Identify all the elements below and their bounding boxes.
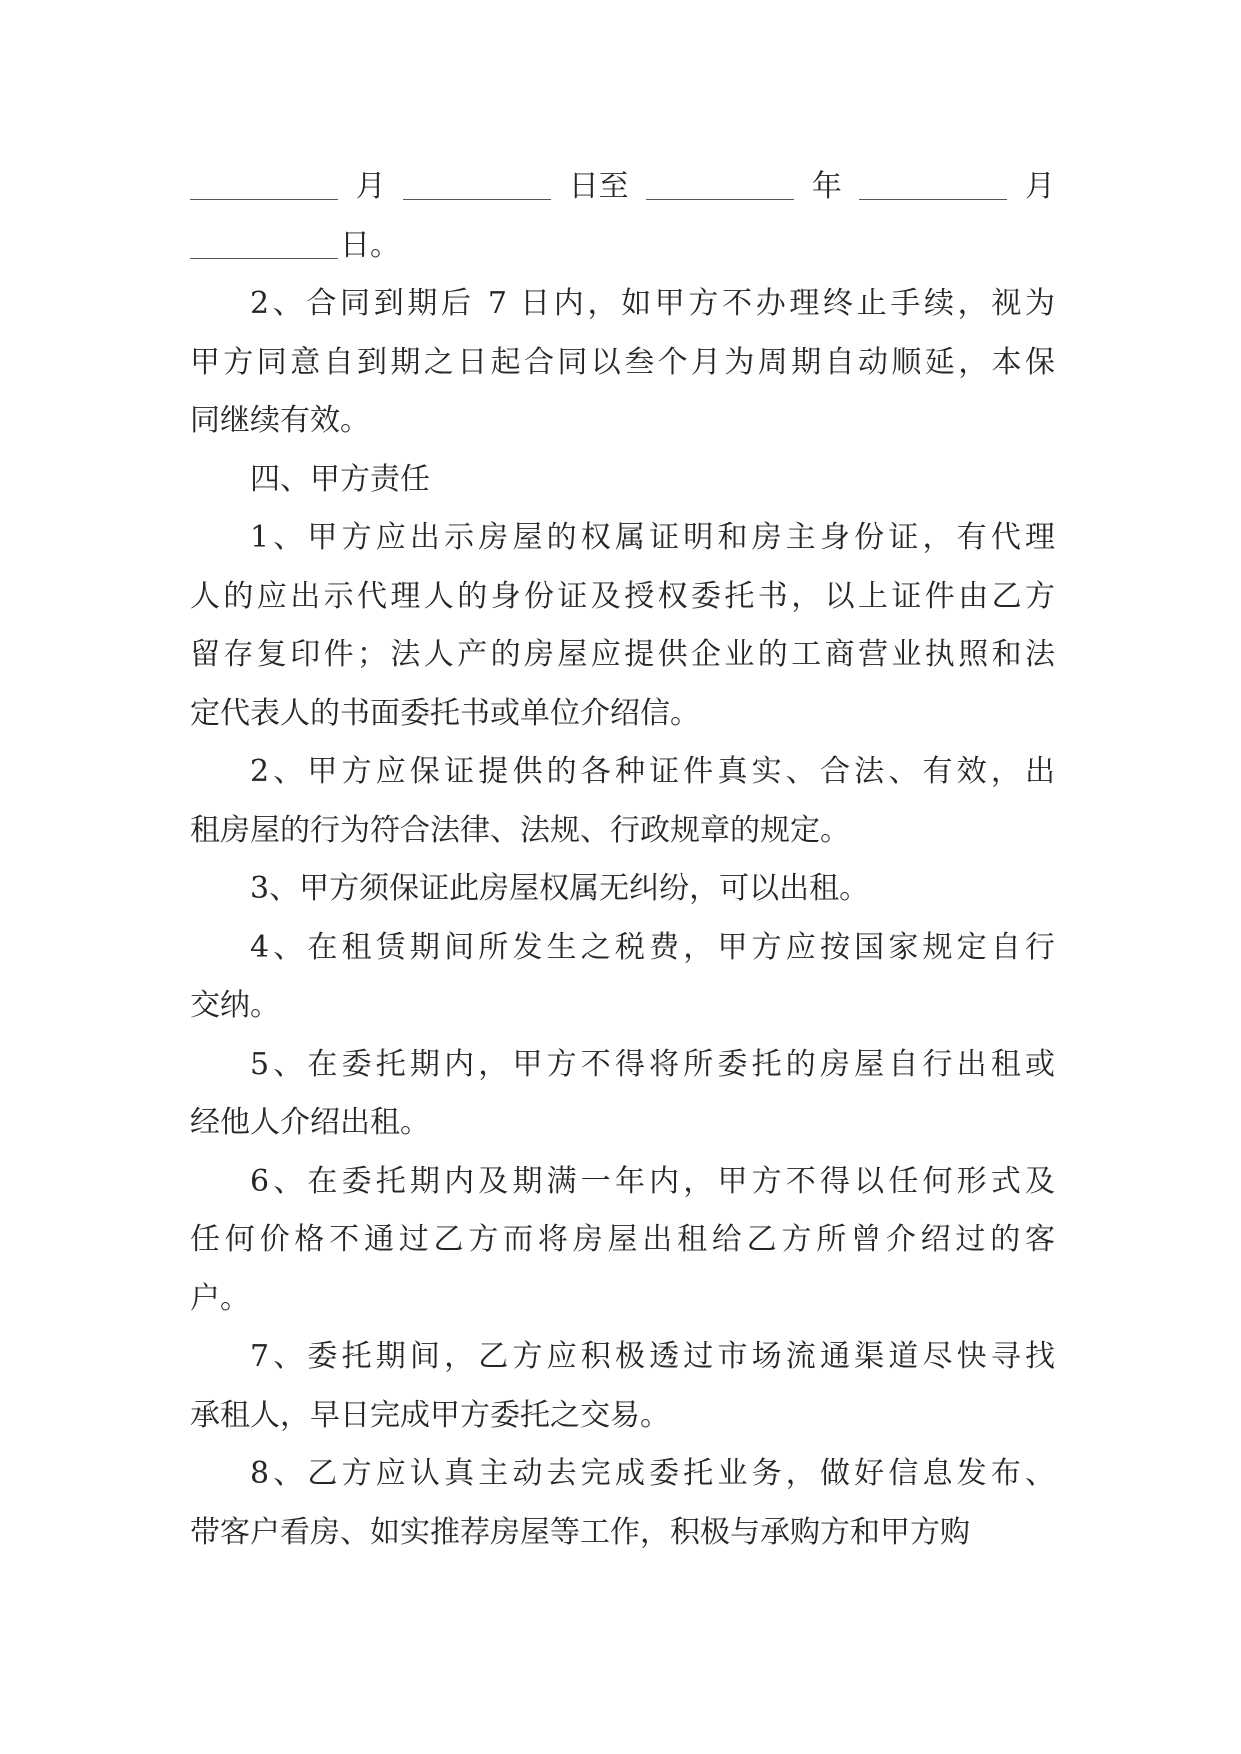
clause-paragraph <box>190 1445 1055 1562</box>
text-line: 6、在委托期内及期满一年内，甲方不得以任何形式及 <box>250 1163 1055 1199</box>
clause-paragraph <box>190 275 1055 451</box>
clause-paragraph <box>190 1328 1055 1445</box>
text-line: 留存复印件；法人产的房屋应提供企业的工商营业执照和法 <box>190 637 1055 672</box>
text-line: 2、甲方应保证提供的各种证件真实、合法、有效，出 <box>250 754 1055 789</box>
text-line: 7、委托期间，乙方应积极透过市场流通渠道尽快寻找 <box>250 1339 1055 1374</box>
clause-paragraph <box>190 743 1055 860</box>
text-line: 同继续有效。 <box>190 403 370 438</box>
blank-field <box>646 169 794 200</box>
text-line: 2、合同到期后 7 日内，如甲方不办理终止手续，视为 <box>250 286 1055 321</box>
clause-paragraph <box>190 919 1055 1036</box>
blank-field <box>403 169 551 200</box>
clause-paragraph <box>190 1153 1055 1329</box>
text-line: 承租人，早日完成甲方委托之交易。 <box>190 1397 670 1433</box>
text-line: 经他人介绍出租。 <box>190 1105 430 1140</box>
text-line: 8、乙方应认真主动去完成委托业务，做好信息发布、 <box>250 1456 1055 1491</box>
text-line: 4、在租赁期间所发生之税费，甲方应按国家规定自行 <box>250 929 1055 965</box>
text-line: 租房屋的行为符合法律、法规、行政规章的规定。 <box>190 812 850 848</box>
section-heading <box>190 451 1055 510</box>
text-line: 任何价格不通过乙方而将房屋出租给乙方所曾介绍过的客 <box>190 1222 1055 1257</box>
blank-field <box>190 228 338 259</box>
clause-list <box>190 275 1055 1562</box>
text-line: 1、甲方应出示房屋的权属证明和房主身份证，有代理 <box>250 520 1055 555</box>
document-body <box>190 158 1055 1562</box>
text-line: 甲方同意自到期之日起合同以叁个月为周期自动顺延，本保 <box>190 344 1055 380</box>
text-line: 四、甲方责任 <box>250 461 430 497</box>
clause-paragraph <box>190 860 1055 919</box>
date-unit-text: 日。 <box>340 227 400 263</box>
date-range-line-1 <box>190 158 1055 217</box>
blank-field <box>190 169 338 200</box>
text-line: 带客户看房、如实推荐房屋等工作，积极与承购方和甲方购 <box>190 1514 970 1550</box>
date-range-line-2 <box>190 217 1055 276</box>
clause-paragraph <box>190 1036 1055 1153</box>
text-line: 3、甲方须保证此房屋权属无纠纷，可以出租。 <box>250 871 870 906</box>
clause-paragraph <box>190 509 1055 743</box>
blank-field <box>859 169 1007 200</box>
date-unit-text: 日至 <box>568 169 629 204</box>
text-line: 户。 <box>190 1280 250 1316</box>
date-unit-text: 年 <box>811 169 842 204</box>
date-unit-text: 月 <box>1024 169 1055 204</box>
text-line: 5、在委托期内，甲方不得将所委托的房屋自行出租或 <box>250 1046 1055 1082</box>
text-line: 交纳。 <box>190 988 280 1023</box>
text-line: 人的应出示代理人的身份证及授权委托书，以上证件由乙方 <box>190 578 1055 614</box>
date-unit-text: 月 <box>355 169 386 204</box>
text-line: 定代表人的书面委托书或单位介绍信。 <box>190 695 700 731</box>
